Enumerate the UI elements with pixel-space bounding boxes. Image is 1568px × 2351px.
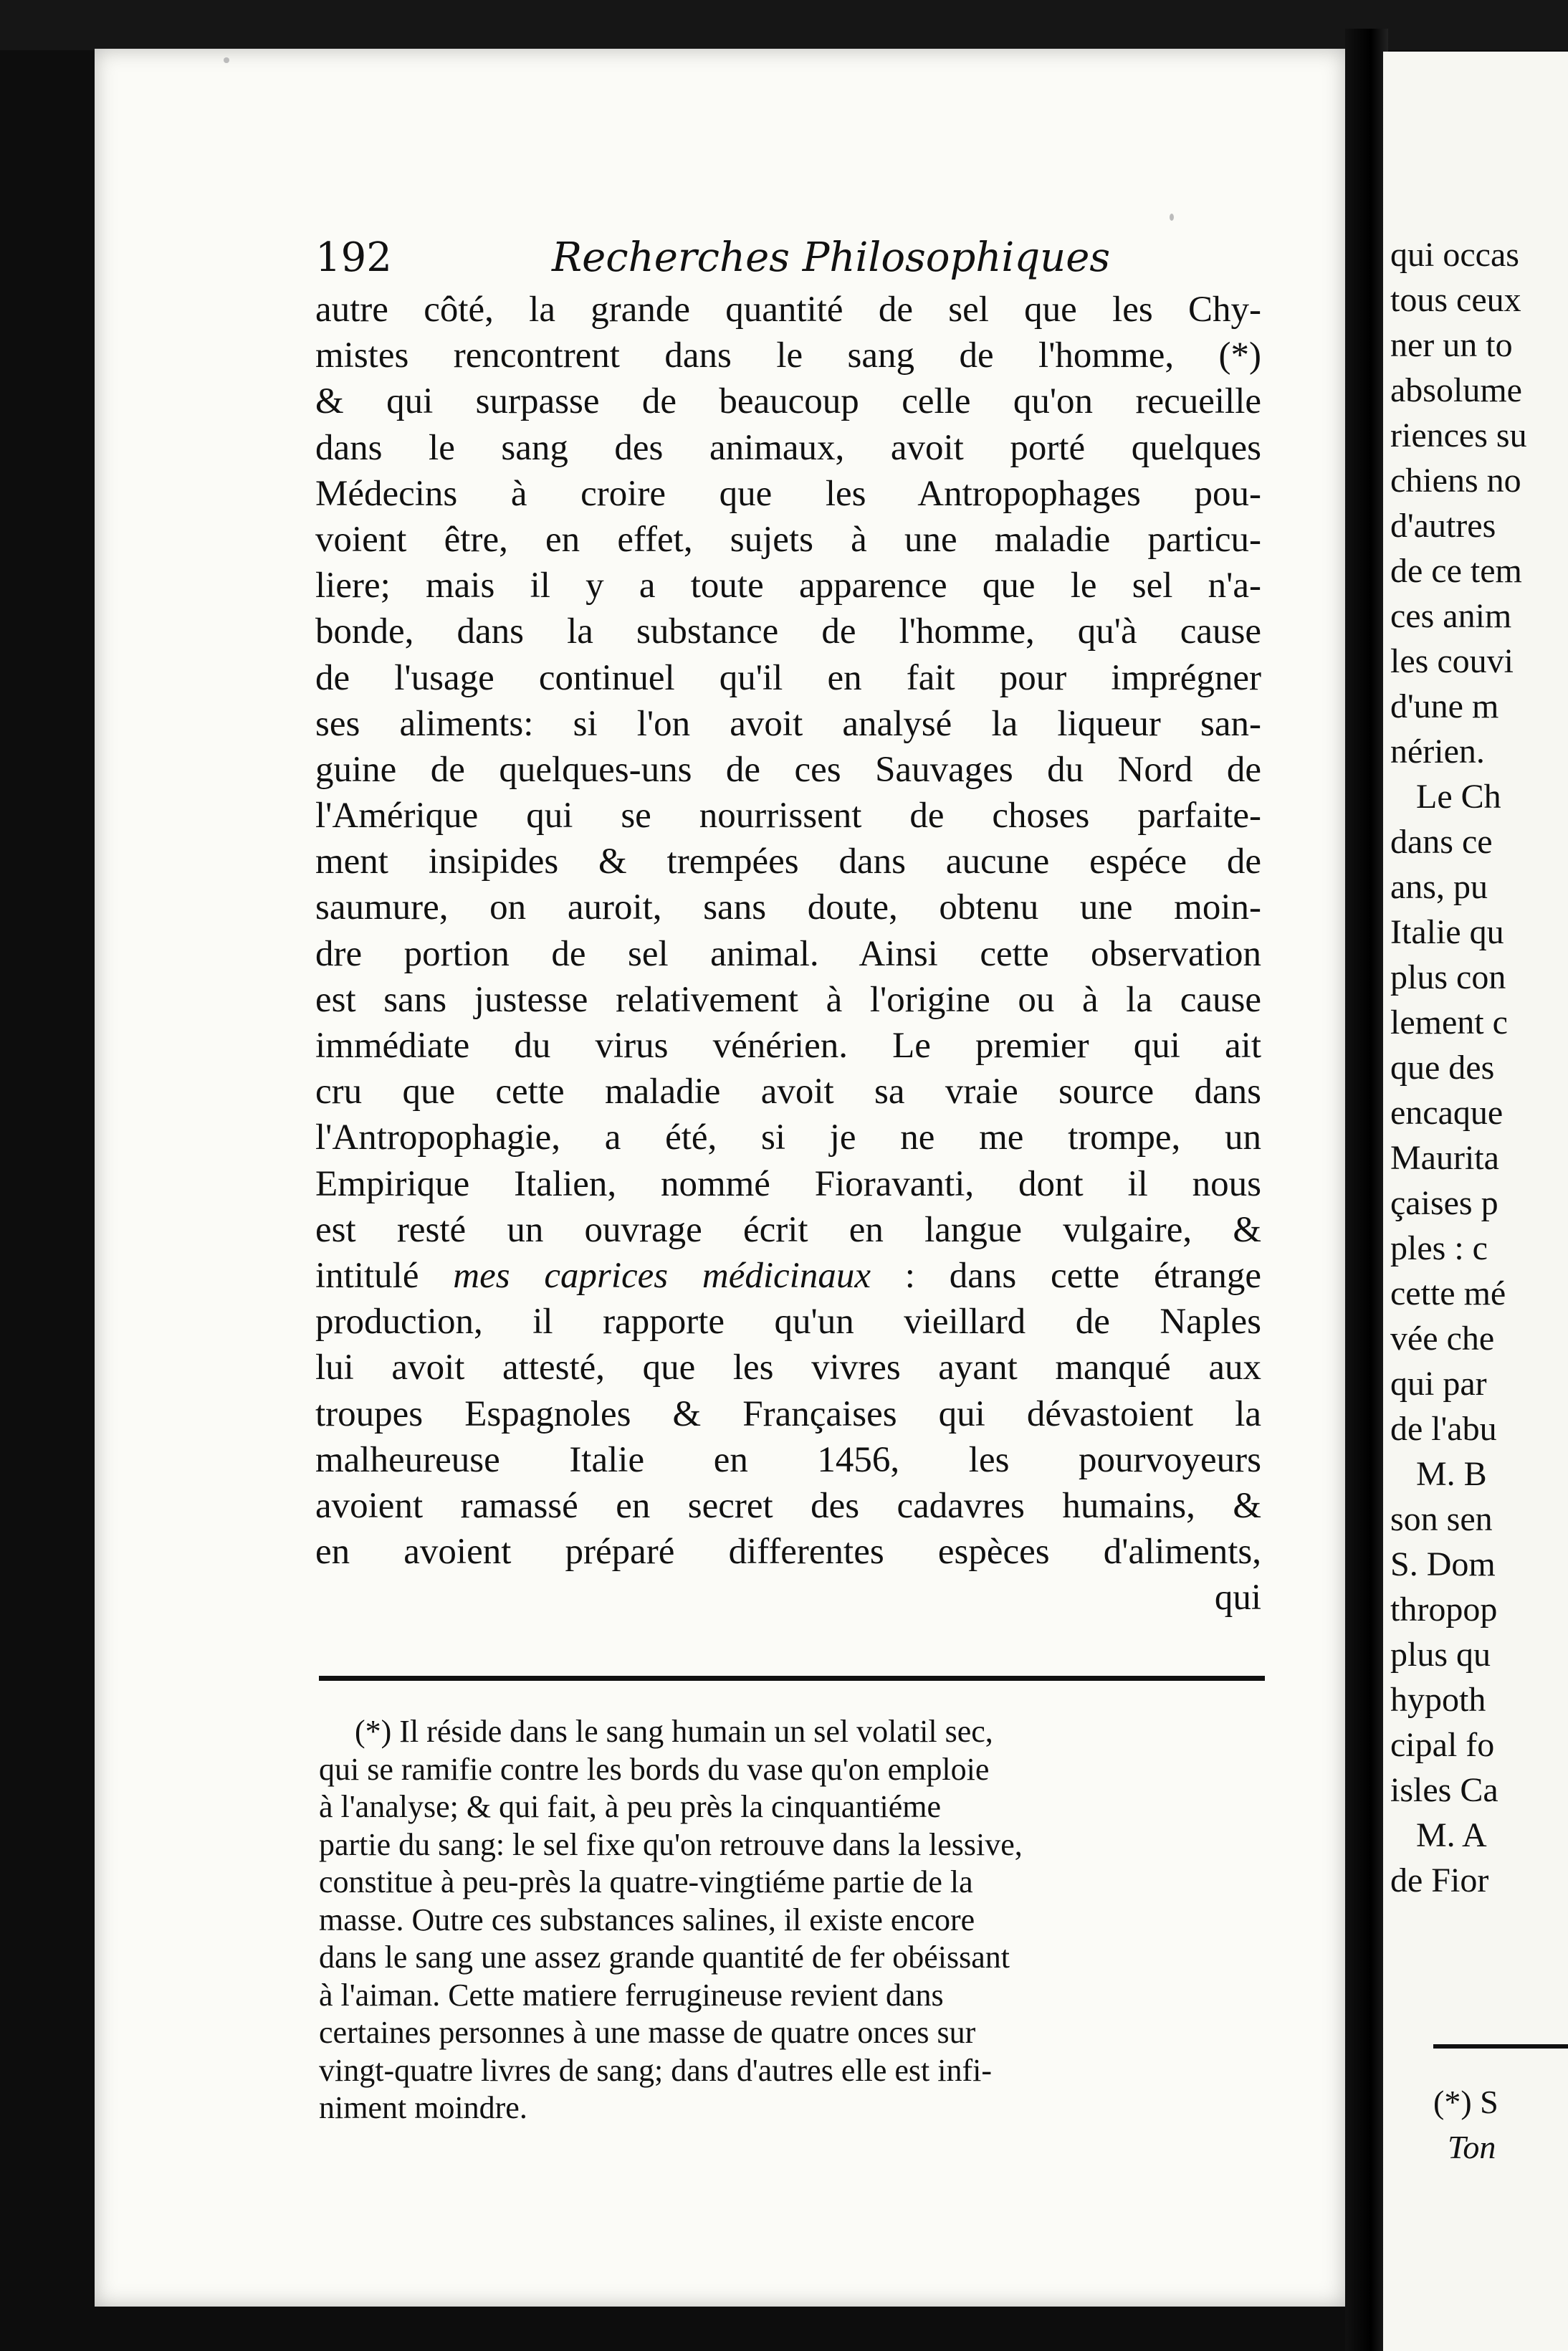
text-line: bonde, dans la substance de l'homme, qu'à cause: [315, 611, 1261, 652]
right-text-line: S. Dom: [1390, 1545, 1496, 1583]
right-text-line: plus qu: [1390, 1636, 1491, 1674]
footnote-line: partie du sang: le sel fixe qu'on retrouve dans la lessive,: [319, 1826, 1023, 1862]
text-line: avoient ramassé en secret des cadavres humains, &: [315, 1485, 1261, 1526]
right-text-line: hypoth: [1390, 1681, 1486, 1719]
text-line: production, il rapporte qu'un vieillard de Naples: [315, 1302, 1261, 1343]
right-text-line: d'autres: [1390, 507, 1496, 545]
footnote-line: masse. Outre ces substances salines, il existe encore: [319, 1902, 975, 1937]
text-line: l'Antropophagie, a été, si je ne me trompe, un: [315, 1117, 1261, 1158]
text-line: dre portion de sel animal. Ainsi cette observation: [315, 933, 1261, 974]
footnote-line: niment moindre.: [319, 2090, 527, 2125]
right-text-line: plus con: [1390, 958, 1506, 996]
footnote-line: constitue à peu-près la quatre-vingtiéme partie de la: [319, 1864, 973, 1899]
text-line: troupes Espagnoles & Françaises qui dévastoient la: [315, 1393, 1261, 1434]
text-line: voient être, en effet, sujets à une maladie particu-: [315, 519, 1261, 560]
right-text-line: ples : c: [1390, 1229, 1488, 1267]
text-line: cru que cette maladie avoit sa vraie source dans: [315, 1072, 1261, 1112]
text-fragment: :: [870, 1255, 950, 1296]
right-text-line: les couvi: [1390, 642, 1514, 680]
text-line: dans le sang des animaux, avoit porté quelques: [315, 427, 1261, 468]
right-text-line: de Fior: [1390, 1861, 1489, 1899]
right-book-page: [1383, 52, 1568, 2351]
book-title: mes caprices médicinaux: [453, 1255, 871, 1296]
right-text-line: lement c: [1390, 1003, 1508, 1041]
right-text-line: Maurita: [1390, 1139, 1499, 1177]
right-text-line: d'une m: [1390, 687, 1499, 725]
right-text-line: riences su: [1390, 416, 1527, 454]
text-line: Médecins à croire que les Antropophages pou-: [315, 473, 1261, 514]
footnote-line: à l'aiman. Cette matiere ferrugineuse revient dans: [319, 1977, 944, 2013]
right-text-line: cipal fo: [1390, 1726, 1495, 1764]
text-fragment: intitulé: [315, 1255, 419, 1296]
footnote: [319, 1713, 1261, 2127]
right-text-line: M. A: [1390, 1816, 1487, 1854]
text-line: liere; mais il y a toute apparence que le sel n'a-: [315, 566, 1261, 606]
right-text-line: ces anim: [1390, 597, 1512, 635]
right-text-line: que des: [1390, 1049, 1495, 1087]
text-line: autre côté, la grande quantité de sel que les Chy-: [315, 290, 1261, 330]
right-text-line: qui par: [1390, 1365, 1487, 1403]
catchword: qui: [1214, 1578, 1261, 1618]
right-text-line: cette mé: [1390, 1274, 1506, 1312]
scan-speck: [1170, 214, 1174, 221]
footnote-rule: [319, 1676, 1265, 1681]
book-gutter: [1345, 29, 1388, 2351]
right-text-line: qui occas: [1390, 236, 1519, 274]
right-text-line: de ce tem: [1390, 552, 1522, 590]
right-text-line: absolume: [1390, 371, 1522, 409]
text-line: saumure, on auroit, sans doute, obtenu une moin-: [315, 887, 1261, 928]
right-footnote-line: Ton: [1448, 2129, 1496, 2165]
right-text-line: isles Ca: [1390, 1771, 1498, 1809]
right-text-line: encaque: [1390, 1094, 1504, 1132]
right-text-line: de l'abu: [1390, 1410, 1497, 1448]
right-text-line: Italie qu: [1390, 913, 1504, 951]
footnote-line: (*) Il réside dans le sang humain un sel volatil sec,: [355, 1714, 993, 1749]
right-text-line: tous ceux: [1390, 281, 1521, 319]
right-page-text: [1390, 232, 1568, 1903]
right-text-line: chiens no: [1390, 462, 1521, 500]
text-line: est sans justesse relativement à l'origine ou à la cause: [315, 979, 1261, 1020]
text-line: de l'usage continuel qu'il en fait pour imprégner: [315, 657, 1261, 698]
running-head: [315, 229, 1268, 287]
text-line: mistes rencontrent dans le sang de l'homme, (*): [315, 335, 1261, 376]
text-line: ses aliments: si l'on avoit analysé la liqueur san-: [315, 703, 1261, 744]
right-footnote-line: (*) S: [1433, 2084, 1498, 2120]
text-line: ment insipides & trempées dans aucune espéce de: [315, 841, 1261, 882]
right-text-line: Le Ch: [1390, 778, 1501, 816]
text-line: en avoient préparé differentes espèces d'aliments,: [315, 1532, 1261, 1573]
text-line: malheureuse Italie en 1456, les pourvoyeurs: [315, 1439, 1261, 1480]
right-text-line: dans ce: [1390, 823, 1493, 861]
text-line: Empirique Italien, nommé Fioravanti, dont il nous: [315, 1163, 1261, 1204]
running-title: Recherches Philosophiques: [552, 234, 1111, 281]
body-text: [315, 287, 1261, 1621]
right-text-line: nérien.: [1390, 733, 1485, 771]
footnote-line: vingt-quatre livres de sang; dans d'autres elle est infi-: [319, 2052, 992, 2088]
text-fragment: dans cette étrange: [949, 1255, 1261, 1296]
right-text-line: vée che: [1390, 1320, 1495, 1358]
footnote-line: certaines personnes à une masse de quatre onces sur: [319, 2015, 976, 2050]
right-text-line: M. B: [1390, 1455, 1487, 1493]
right-text-line: son sen: [1390, 1500, 1493, 1538]
right-text-line: ans, pu: [1390, 868, 1488, 906]
right-text-line: çaises p: [1390, 1184, 1498, 1222]
text-line: est resté un ouvrage écrit en langue vulgaire, &: [315, 1209, 1261, 1250]
text-line: guine de quelques-uns de ces Sauvages du Nord de: [315, 749, 1261, 790]
text-line: & qui surpasse de beaucoup celle qu'on recueille: [315, 381, 1261, 422]
footnote-line: à l'analyse; & qui fait, à peu près la cinquantiéme: [319, 1789, 942, 1824]
footnote-line: dans le sang une assez grande quantité de fer obéissant: [319, 1940, 1010, 1975]
scan-speck: [224, 57, 229, 63]
text-line: immédiate du virus vénérien. Le premier qui ait: [315, 1026, 1261, 1066]
right-footnote: [1433, 2080, 1568, 2170]
right-text-line: thropop: [1390, 1591, 1498, 1628]
footnote-line: qui se ramifie contre les bords du vase qu'on emploie: [319, 1751, 990, 1787]
right-footnote-rule: [1433, 2044, 1568, 2049]
page-number: 192: [315, 234, 392, 281]
scan-background-top: [0, 0, 1568, 50]
text-line: l'Amérique qui se nourrissent de choses parfaite-: [315, 796, 1261, 836]
text-line: lui avoit attesté, que les vivres ayant manqué aux: [315, 1348, 1261, 1388]
right-text-line: ner un to: [1390, 326, 1513, 364]
text-line-with-title: [315, 1253, 1261, 1299]
